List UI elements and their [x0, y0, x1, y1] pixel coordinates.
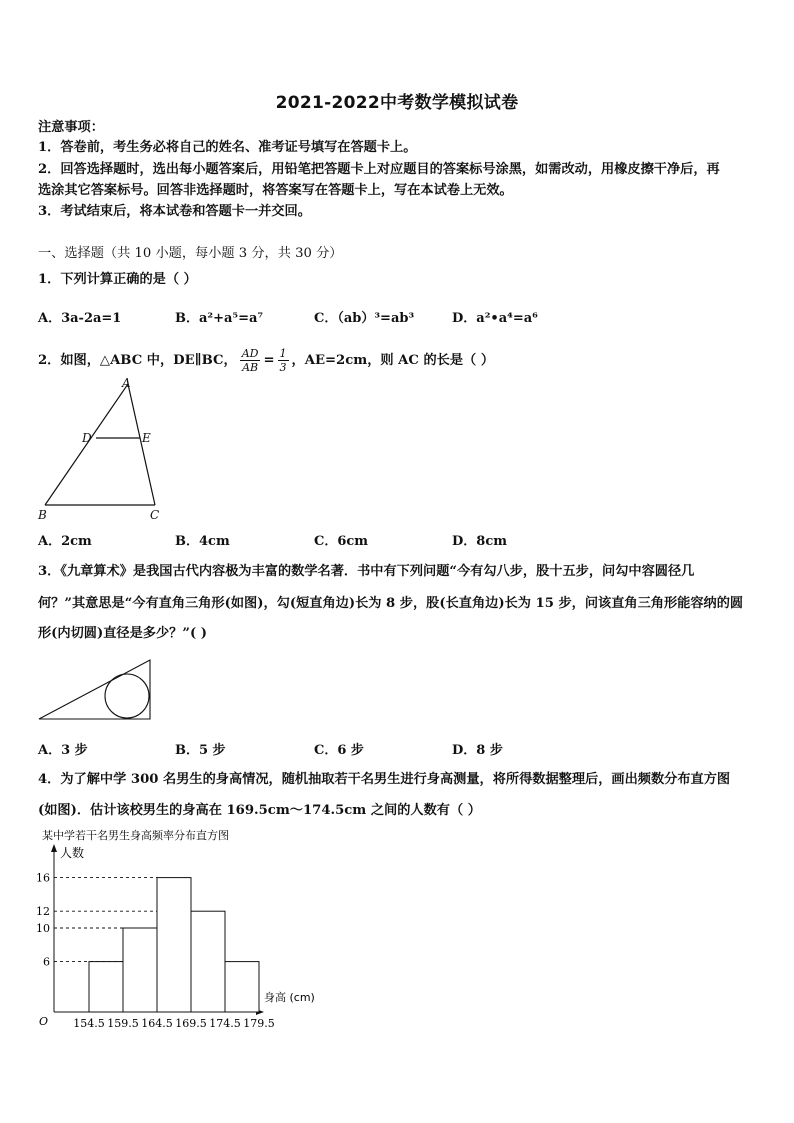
q3-option-a: A．3 步: [38, 743, 88, 758]
q2-option-d: D．8cm: [452, 534, 507, 549]
q3-line-1: 3．《九章算术》是我国古代内容极为丰富的数学名著．书中有下列问题“今有勾八步，股十五步，问勾中容圆径几: [38, 564, 695, 579]
histogram-bar: [89, 962, 123, 1012]
fraction-numerator: 1: [279, 347, 287, 360]
q4-line-2: (如图)．估计该校男生的身高在 169.5cm～174.5cm 之间的人数有（ ）: [38, 803, 481, 818]
fraction-numerator: AD: [241, 347, 259, 360]
q2-stem-post: ，AE=2cm，则 AC 的长是（ ）: [291, 353, 495, 368]
notice-item-1: 1．答卷前，考生务必将自己的姓名、准考证号填写在答题卡上。: [38, 140, 417, 155]
y-tick-label: 10: [36, 922, 50, 935]
q2-stem-pre: 2．如图，△ABC 中，DE∥BC，: [38, 353, 237, 368]
q2-option-a: A．2cm: [38, 534, 92, 549]
q2-fraction-one-third: [278, 347, 289, 374]
label-c: C: [150, 508, 160, 522]
q1-option-b: B．a²+a⁵=a⁷: [175, 311, 264, 326]
y-tick-label: 12: [36, 905, 50, 919]
q1-option-a: A．3a-2a=1: [38, 311, 122, 326]
label-e: E: [142, 431, 151, 445]
right-triangle: [39, 660, 150, 719]
label-d: D: [82, 431, 92, 445]
page-title: 2021-2022中考数学模拟试卷: [275, 93, 519, 113]
q3-right-triangle-figure: [36, 656, 156, 724]
q2-option-c: C．6cm: [314, 534, 369, 549]
chart-title: 某中学若干名男生身高频率分布直方图: [42, 829, 229, 842]
y-axis-label: 人数: [60, 846, 85, 860]
label-a: A: [122, 376, 131, 390]
q3-line-3: 形(内切圆)直径是多少？”( ): [38, 626, 208, 641]
x-tick-label: 169.5: [175, 1017, 207, 1030]
incircle: [105, 674, 149, 718]
fraction-denominator: AB: [242, 361, 259, 374]
height-histogram: [30, 824, 340, 1036]
x-tick-label: 174.5: [209, 1017, 241, 1030]
histogram-bar: [123, 928, 157, 1012]
y-axis-arrow-icon: [51, 844, 57, 852]
q2-option-b: B．4cm: [175, 534, 230, 549]
section-heading: 一、选择题（共 10 小题，每小题 3 分，共 30 分）: [38, 246, 343, 261]
x-tick-label: 159.5: [107, 1017, 139, 1030]
origin-label: O: [39, 1015, 49, 1028]
x-tick-label: 154.5: [73, 1017, 105, 1030]
q1-stem: 1．下列计算正确的是（ ）: [38, 272, 197, 287]
histogram-bar: [225, 962, 259, 1012]
q1-option-c: C．（ab）³=ab³: [314, 311, 415, 326]
notice-item-3: 3．考试结束后，将本试卷和答题卡一并交回。: [38, 204, 311, 219]
q3-option-d: D．8 步: [452, 743, 503, 758]
x-tick-label: 179.5: [243, 1017, 275, 1030]
notice-heading: 注意事项：: [38, 120, 104, 135]
q4-line-1: 4．为了解中学 300 名男生的身高情况，随机抽取若干名男生进行身高测量，将所得数据整理后，画出频数分布直方图: [38, 772, 731, 787]
q2-triangle-figure: [30, 372, 180, 524]
q3-option-b: B．5 步: [175, 743, 226, 758]
notice-item-2b: 选涂其它答案标号。回答非选择题时，将答案写在答题卡上，写在本试卷上无效。: [38, 183, 513, 198]
q2-fraction-ad-ab: [240, 347, 261, 374]
notice-item-2a: 2．回答选择题时，选出每小题答案后，用铅笔把答题卡上对应题目的答案标号涂黑，如需改动，用橡皮擦干净后，再: [38, 162, 720, 177]
q1-option-d: D．a²•a⁴=a⁶: [452, 311, 538, 326]
label-b: B: [38, 508, 47, 522]
y-tick-label: 16: [36, 871, 50, 885]
q3-option-c: C．6 步: [314, 743, 364, 758]
histogram-bar: [157, 878, 191, 1012]
fraction-denominator: 3: [279, 361, 287, 374]
q2-stem: [38, 347, 494, 374]
x-tick-label: 164.5: [141, 1017, 173, 1030]
y-tick-label: 6: [43, 955, 50, 969]
equals-sign: =: [263, 353, 275, 368]
x-axis-label: 身高 (cm): [264, 991, 315, 1004]
q3-line-2: 何？”其意思是“今有直角三角形(如图)，勾(短直角边)长为 8 步，股(长直角边)长为 15 步，问该直角三角形能容纳的圆: [38, 596, 744, 611]
histogram-bar: [191, 911, 225, 1012]
